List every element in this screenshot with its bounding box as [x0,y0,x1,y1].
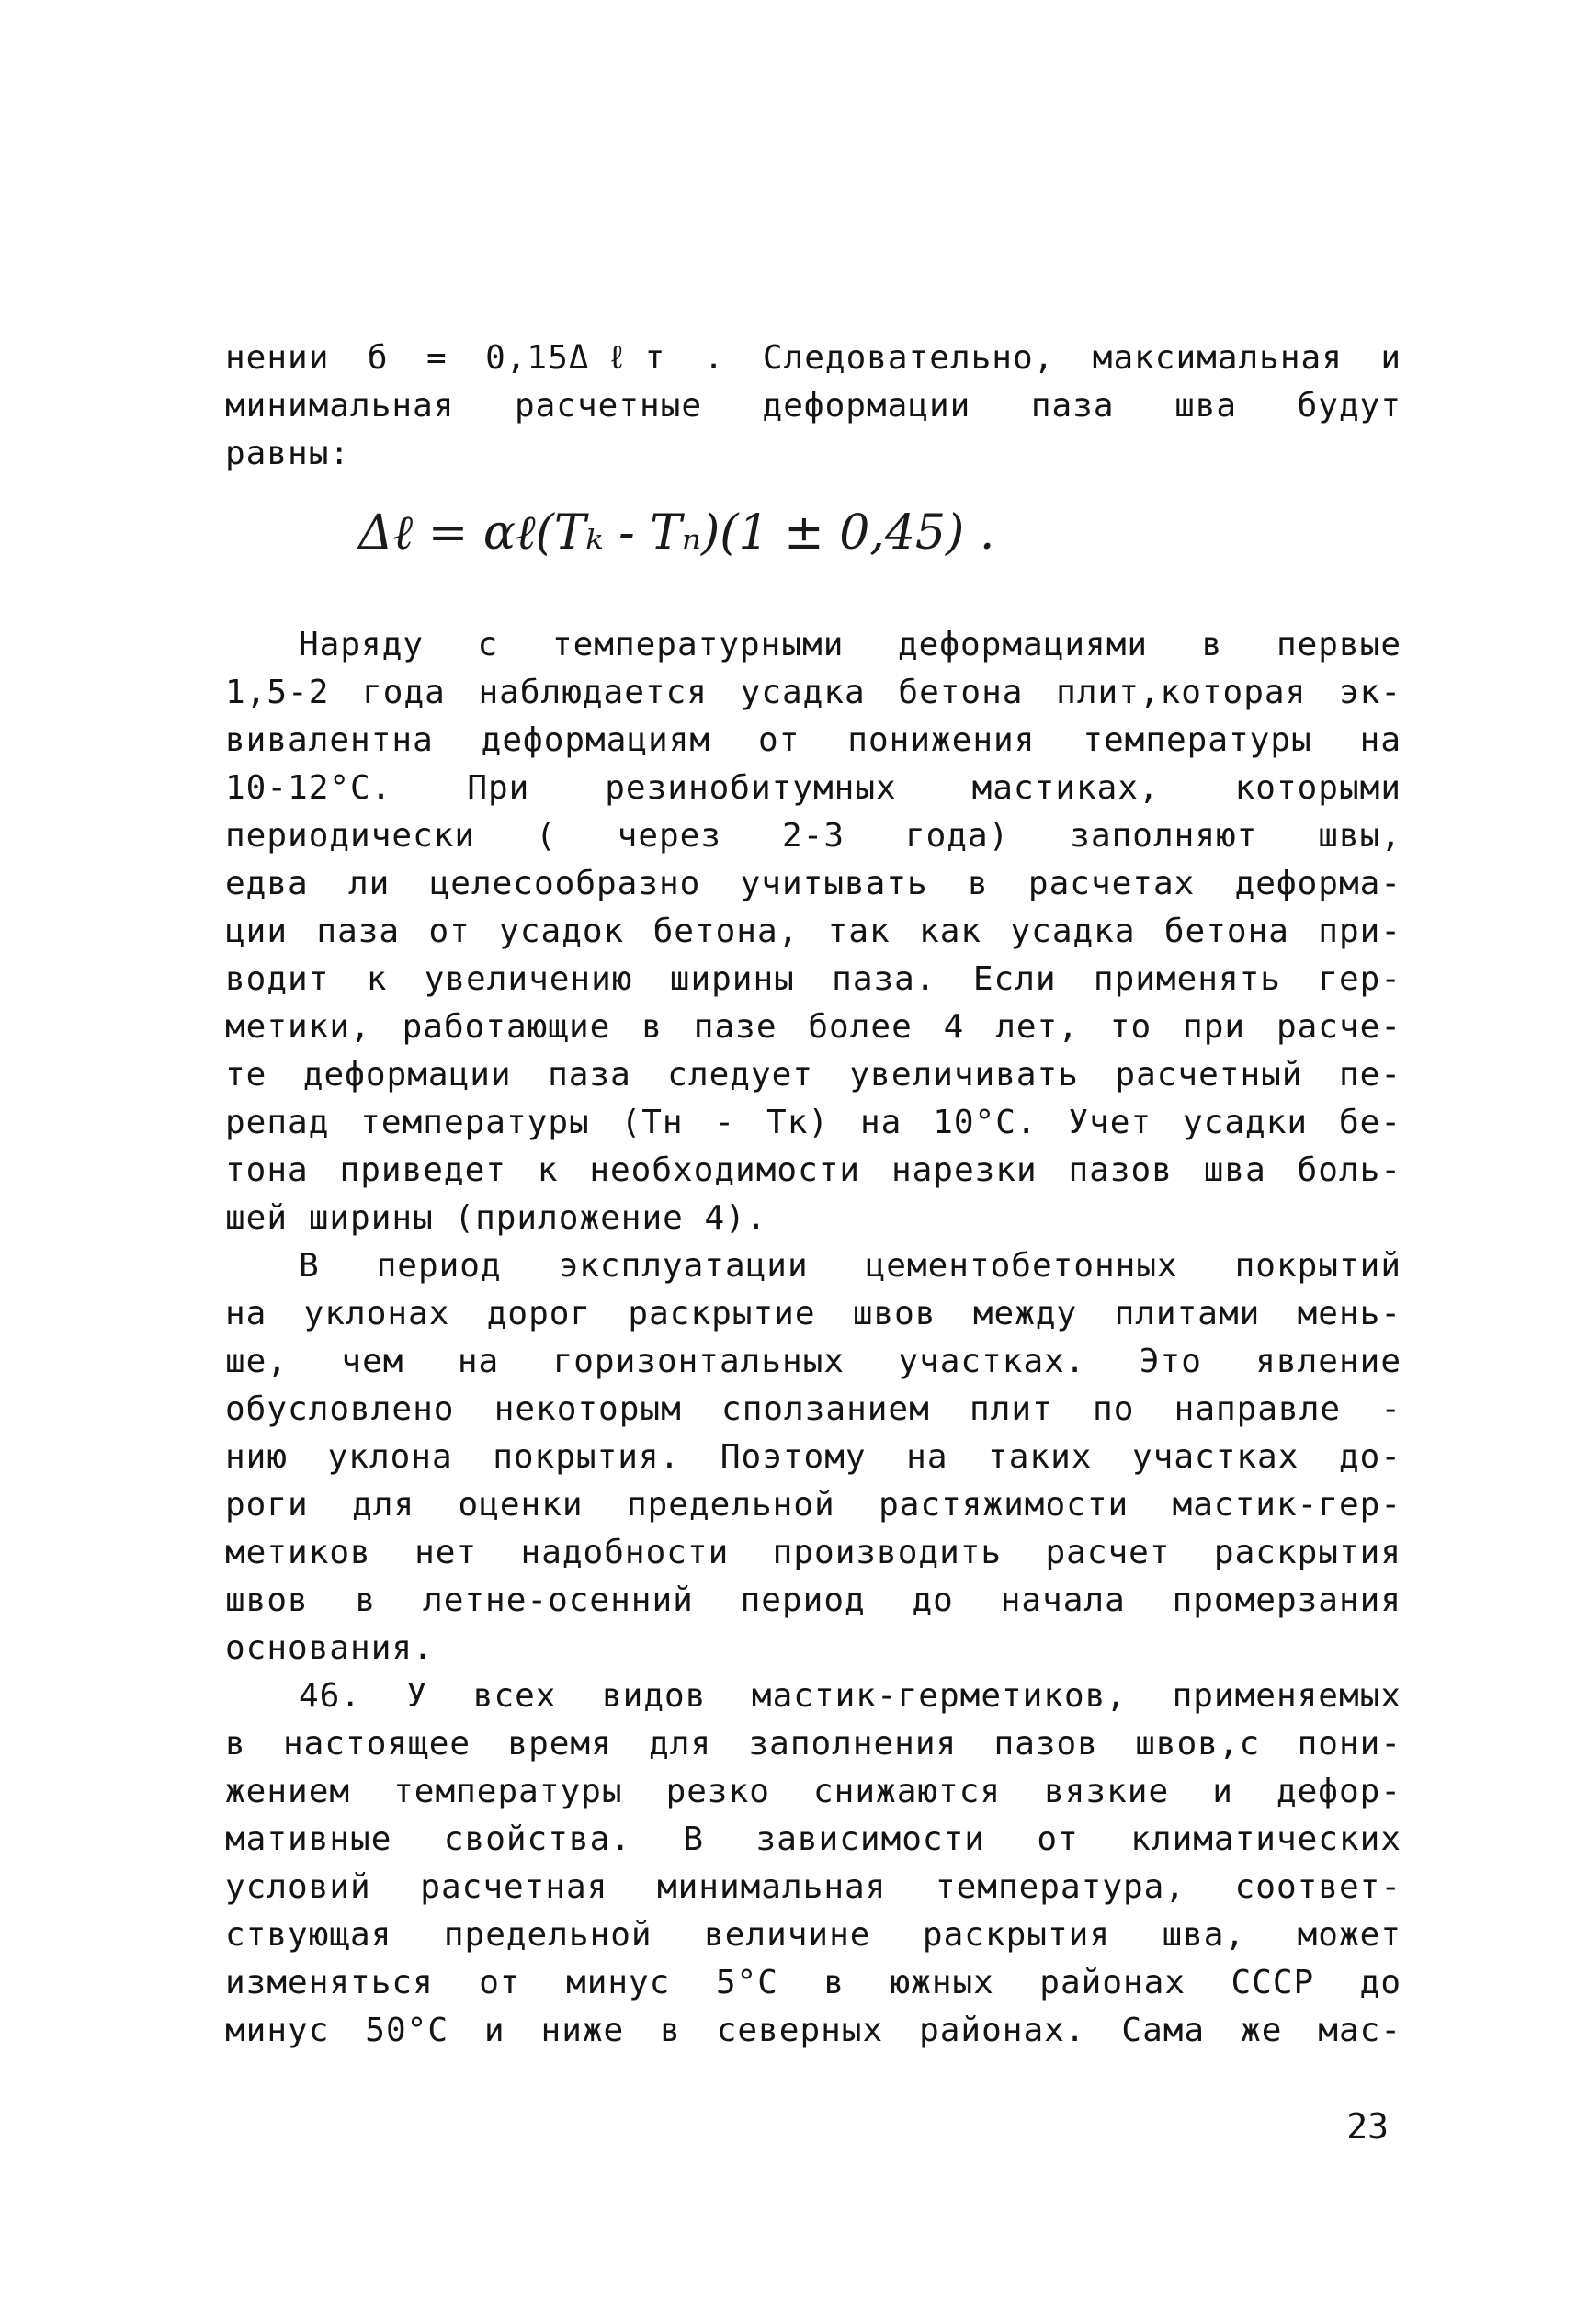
text-line: 10-12°С. При резинобитумных мастиках, которыми [225,769,1401,807]
text-line: тона приведет к необходимости нарезки пазов шва боль- [225,1151,1401,1189]
text-line: 1,5-2 года наблюдается усадка бетона плит,которая эк- [225,674,1401,711]
page-number: 23 [1346,2106,1389,2147]
formula: Δℓ = αℓ(Tₖ - Tₙ)(1 ± 0,45) . [358,505,995,561]
text-line: нию уклона покрытия. Поэтому на таких участках до- [225,1438,1401,1476]
paragraph-first-line: Наряду с температурными деформациями в первые [299,626,1401,663]
text-line: равны: [225,435,351,472]
text-line: ствующая предельной величине раскрытия шва, может [225,1916,1401,1954]
text-line: нении б = 0,15Δℓт . Следовательно, максимальная и [225,339,1401,377]
text-line: ше, чем на горизонтальных участках. Это явление [225,1343,1401,1380]
text-line: репад температуры (Tн - Tк) на 10°С. Учет усадки бе- [225,1104,1401,1141]
text-line: вивалентна деформациям от понижения температуры на [225,721,1401,759]
text-line: роги для оценки предельной растяжимости мастик-гер- [225,1486,1401,1524]
text-line: шей ширины (приложение 4). [225,1199,767,1237]
text-line: минус 50°С и ниже в северных районах. Сама же мас- [225,2012,1401,2049]
text-line: изменяться от минус 5°С в южных районах СССР до [225,1964,1401,2001]
text-line: метиков нет надобности производить расчет раскрытия [225,1534,1401,1571]
text-line: мативные свойства. В зависимости от климатических [225,1820,1401,1858]
text-line: условий расчетная минимальная температура, соответ- [225,1868,1401,1906]
text-line: минимальная расчетные деформации паза шва будут [225,387,1401,425]
paragraph-first-line: 46. У всех видов мастик-герметиков, применяемых [299,1677,1401,1715]
text-line: швов в летне-осенний период до начала промерзания [225,1581,1401,1619]
text-line: на уклонах дорог раскрытие швов между плитами мень- [225,1295,1401,1332]
text-line: те деформации паза следует увеличивать расчетный пе- [225,1056,1401,1094]
text-line: ции паза от усадок бетона, так как усадка бетона при- [225,913,1401,950]
text-line: водит к увеличению ширины паза. Если применять гер- [225,960,1401,998]
paragraph-first-line: В период эксплуатации цементобетонных покрытий [299,1247,1401,1285]
text-line: основания. [225,1629,434,1667]
text-line: в настоящее время для заполнения пазов швов,с пони- [225,1725,1401,1763]
text-line: едва ли целесообразно учитывать в расчетах деформа- [225,865,1401,902]
text-line: метики, работающие в пазе более 4 лет, то при расче- [225,1008,1401,1046]
text-line: жением температуры резко снижаются вязкие и дефор- [225,1773,1401,1810]
text-line: периодически ( через 2-3 года) заполняют швы, [225,817,1401,855]
text-line: обусловлено некоторым сползанием плит по направле - [225,1390,1401,1428]
